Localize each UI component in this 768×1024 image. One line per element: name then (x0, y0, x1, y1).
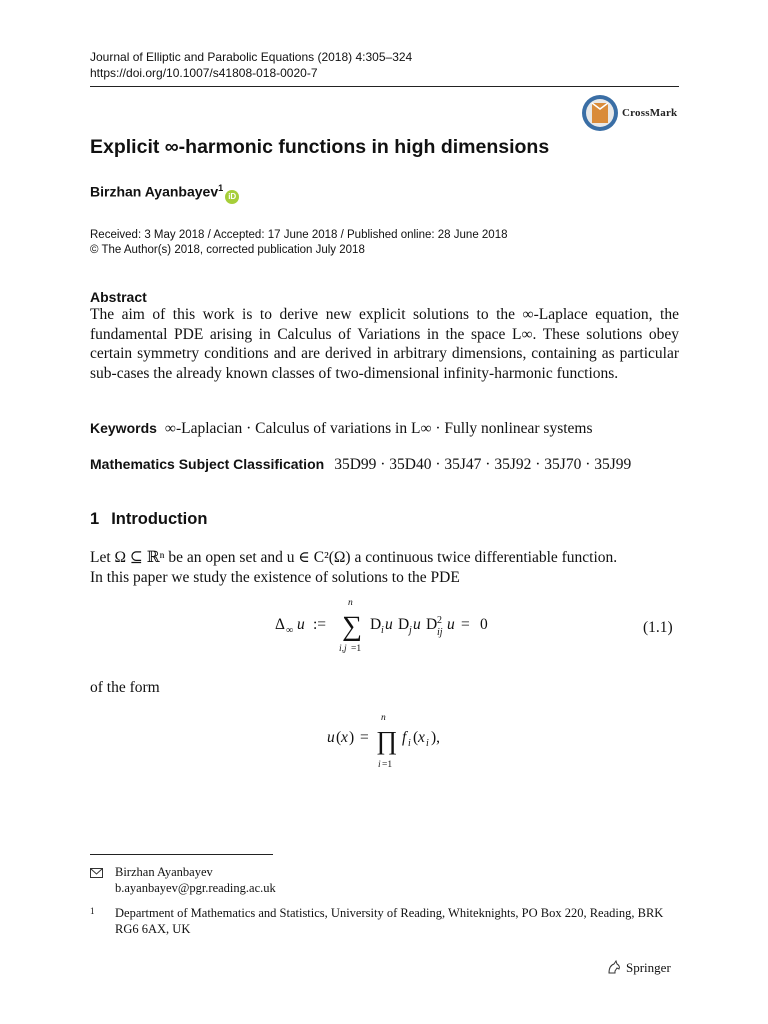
svg-text:ij: ij (437, 627, 443, 638)
keywords (90, 420, 593, 438)
svg-text:i: i (426, 738, 429, 749)
intro-line-1: Let Ω ⊆ ℝⁿ be an open set and u ∈ C²(Ω) a continuous twice differentiable function. (90, 549, 618, 566)
affiliation-number: 1 (90, 906, 95, 916)
infinity-laplacian-formula (275, 595, 505, 657)
svg-text:∞: ∞ (286, 625, 294, 636)
paper-title: Explicit ∞-harmonic functions in high dimensions (90, 136, 550, 158)
svg-text:=: = (360, 729, 369, 746)
equation-1-1 (275, 595, 695, 657)
abstract-heading: Abstract (90, 289, 147, 305)
svg-text:),: ), (431, 729, 441, 746)
svg-text:∏: ∏ (376, 726, 398, 755)
of-the-form-text: of the form (90, 679, 160, 696)
journal-header (90, 49, 412, 81)
author-line (90, 183, 239, 204)
keywords-text: ∞-Laplacian · Calculus of variations in L∞ · Fully nonlinear systems (164, 420, 593, 437)
svg-text:j: j (409, 625, 412, 636)
affiliation-text: Department of Mathematics and Statistics, University of Reading, Whiteknights, PO Box 220, Reading, BRK RG6 6AX, UK (115, 906, 664, 936)
svg-text:∑: ∑ (342, 611, 362, 642)
svg-text:): ) (349, 729, 355, 746)
crossmark-icon (578, 93, 622, 133)
svg-text:u: u (297, 616, 305, 633)
section-heading (90, 510, 207, 529)
svg-text:n: n (348, 598, 353, 608)
copyright-line: © The Author(s) 2018, corrected publication July 2018 (90, 244, 365, 256)
svg-text::=: := (313, 616, 327, 633)
svg-text:x: x (341, 729, 348, 746)
svg-text:(: ( (413, 729, 419, 746)
svg-text:n: n (381, 713, 386, 723)
product-equation (327, 712, 487, 774)
section-number: 1 (90, 510, 100, 528)
author-affiliation-marker: 1 (218, 183, 224, 193)
svg-text:D: D (370, 616, 382, 633)
author-name: Birzhan Ayanbayev (90, 183, 219, 200)
svg-text:i: i (408, 738, 411, 749)
svg-text:D: D (398, 616, 410, 633)
svg-text:(: ( (336, 729, 342, 746)
journal-citation: Journal of Elliptic and Parabolic Equations (2018) 4:305–324 (90, 50, 413, 64)
svg-text:Δ: Δ (275, 616, 285, 633)
svg-text:D: D (426, 616, 438, 633)
crossmark-label: CrossMark (622, 107, 678, 119)
keywords-label: Keywords (90, 420, 157, 436)
publication-dates (90, 228, 508, 258)
springer-label: Springer (626, 960, 671, 975)
product-formula (327, 712, 487, 774)
svg-text:=1: =1 (382, 760, 393, 770)
author-name-footnote: Birzhan Ayanbayev (115, 865, 213, 879)
author-email[interactable]: b.ayanbayev@pgr.reading.ac.uk (115, 881, 276, 895)
svg-text:i,j: i,j (339, 644, 347, 654)
svg-text:2: 2 (437, 615, 442, 626)
svg-text:=: = (461, 616, 470, 633)
svg-text:u: u (413, 616, 421, 633)
svg-text:x: x (418, 729, 425, 746)
svg-text:i: i (378, 760, 381, 770)
msc-classification (90, 456, 631, 474)
msc-codes: 35D99 · 35D40 · 35J47 · 35J92 · 35J70 · 35J99 (334, 456, 632, 473)
svg-text:i: i (381, 625, 384, 636)
dates-line: Received: 3 May 2018 / Accepted: 17 June 2018 / Published online: 28 June 2018 (90, 229, 508, 241)
affiliation-footnote (90, 905, 680, 937)
publisher-logo (606, 959, 671, 979)
footnote-rule (90, 854, 273, 855)
abstract-body: The aim of this work is to derive new explicit solutions to the ∞-Laplace equation, the fundamental PDE arising in Calculus of Variations in the space L∞. These solutions obey certain symmetry conditions and are derived in arbitrary dimensions, containing as particular sub-cases the already known classes of two-dimensional infinity-harmonic functions. (90, 306, 679, 382)
msc-label: Mathematics Subject Classification (90, 456, 325, 472)
intro-line-2: In this paper we study the existence of solutions to the PDE (90, 569, 460, 586)
svg-text:u: u (327, 729, 335, 746)
section-title: Introduction (111, 510, 208, 528)
envelope-icon (90, 866, 103, 882)
intro-paragraph (90, 548, 682, 588)
equation-number: (1.1) (643, 619, 673, 636)
orcid-icon[interactable]: iD (225, 190, 239, 204)
corresponding-author (90, 864, 276, 896)
header-rule (90, 86, 679, 87)
svg-text:=1: =1 (351, 644, 362, 654)
svg-text:0: 0 (480, 616, 488, 633)
springer-horse-icon (606, 959, 622, 979)
svg-text:f: f (402, 729, 407, 746)
doi-link[interactable]: https://doi.org/10.1007/s41808-018-0020-7 (90, 66, 318, 80)
svg-text:u: u (447, 616, 455, 633)
svg-text:u: u (385, 616, 393, 633)
